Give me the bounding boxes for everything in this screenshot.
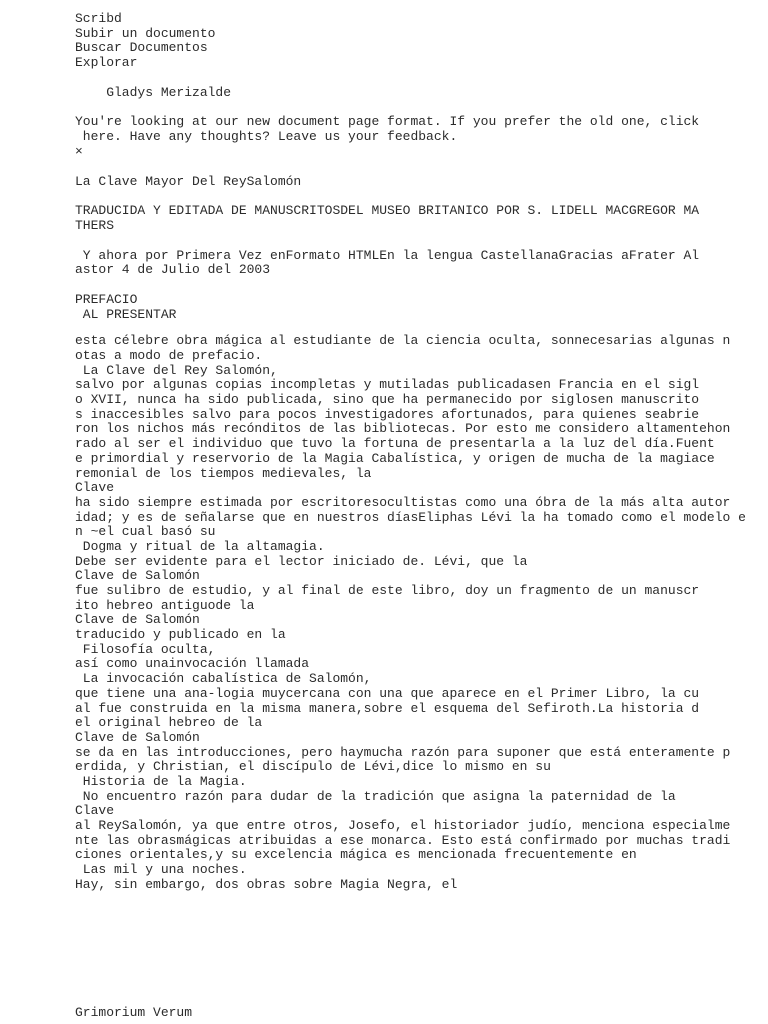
body-text-line: No encuentro razón para dudar de la tradición que asigna la paternidad de la xyxy=(75,788,676,804)
body-text-line: así como unainvocación llamada xyxy=(75,656,310,672)
nav-brand-link[interactable]: Scribd xyxy=(75,11,122,26)
notice-line-2[interactable]: here. Have any thoughts? Leave us your feedback. xyxy=(75,129,458,145)
body-text-line: idad; y es de señalarse que en nuestros díasEliphas Lévi la ha tomado como el modelo e xyxy=(75,509,746,525)
intro-line: Y ahora por Primera Vez enFormato HTMLEn la lengua CastellanaGracias aFrater Al xyxy=(75,247,700,263)
body-text-line: esta célebre obra mágica al estudiante de la ciencia oculta, sonnecesarias algunas n xyxy=(75,333,731,349)
body-text-line: e primordial y reservorio de la Magia Cabalística, y origen de mucha de la magiace xyxy=(75,450,715,466)
body-text-line: traducido y publicado en la xyxy=(75,627,286,643)
body-text-line: se da en las introducciones, pero haymucha razón para suponer que está enteramente p xyxy=(75,744,731,760)
site-nav xyxy=(75,12,755,71)
body-text-line: remonial de los tiempos medievales, la xyxy=(75,465,372,481)
notice-close-button[interactable]: × xyxy=(75,143,83,159)
body-text-line: al ReySalomón, ya que entre otros, Josefo, el historiador judío, menciona especialme xyxy=(75,818,731,833)
document-body xyxy=(75,334,755,892)
body-text-line: Las mil y una noches. xyxy=(75,862,247,878)
nav-upload-link[interactable]: Subir un documento xyxy=(75,25,216,41)
body-text-line: que tiene una ana-logia muycercana con una que aparece en el Primer Libro, la cu xyxy=(75,685,700,701)
body-text-line: Filosofía oculta, xyxy=(75,641,216,657)
body-text-line: n ~el cual basó su xyxy=(75,524,216,540)
body-text-line: La Clave del Rey Salomón, xyxy=(75,362,278,378)
body-text-line: Clave xyxy=(75,803,115,819)
body-text-line: Clave xyxy=(75,480,115,496)
nav-search-link[interactable]: Buscar Documentos xyxy=(75,40,208,56)
body-text-line: salvo por algunas copias incompletas y mutiladas publicadasen Francia en el sigl xyxy=(75,377,700,393)
body-text-line: Clave de Salomón xyxy=(75,612,200,628)
body-text-line: nte las obrasmágicas atribuidas a ese monarca. Esto está confirmado por muchas tradi xyxy=(75,832,731,848)
body-text-line: Clave de Salomón xyxy=(75,568,200,584)
document-footer-title: Grimorium Verum xyxy=(75,1005,193,1020)
body-text-line: La invocación cabalística de Salomón, xyxy=(75,671,372,687)
body-text-line: Dogma y ritual de la altamagia. xyxy=(75,538,325,554)
body-text-line: al fue construida en la misma manera,sobre el esquema del Sefiroth.La historia d xyxy=(75,700,700,716)
document-intro xyxy=(75,249,755,278)
body-text-line: Historia de la Magia. xyxy=(75,773,247,789)
body-text-line: ito hebreo antiguode la xyxy=(75,597,255,613)
intro-line: astor 4 de Julio del 2003 xyxy=(75,262,271,278)
body-text-line: erdida, y Christian, el discípulo de Lévi,dice lo mismo en su xyxy=(75,759,551,775)
body-text-line: fue sulibro de estudio, y al final de este libro, doy un fragmento de un manuscr xyxy=(75,583,700,598)
document-page xyxy=(75,12,755,892)
preface-heading-line: PREFACIO xyxy=(75,291,138,307)
body-text-line: Hay, sin embargo, dos obras sobre Magia Negra, el xyxy=(75,876,458,892)
body-text-line: Clave de Salomón xyxy=(75,729,200,745)
preface-heading xyxy=(75,293,755,322)
format-notice xyxy=(75,115,755,159)
document-title: La Clave Mayor Del ReySalomón xyxy=(75,173,302,189)
body-text-line: ciones orientales,y su excelencia mágica es mencionada frecuentemente en xyxy=(75,847,637,863)
body-text-line: otas a modo de prefacio. xyxy=(75,348,263,363)
body-text-line: ha sido siempre estimada por escritoresocultistas como una óbra de la más alta autor xyxy=(75,494,731,510)
subtitle-line: TRADUCIDA Y EDITADA DE MANUSCRITOSDEL MUSEO BRITANICO POR S. LIDELL MACGREGOR MA xyxy=(75,203,700,219)
body-text-line: Debe ser evidente para el lector iniciado de. Lévi, que la xyxy=(75,553,528,569)
preface-heading-line: AL PRESENTAR xyxy=(75,306,177,322)
nav-explore-link[interactable]: Explorar xyxy=(75,55,138,71)
user-name-link[interactable]: Gladys Merizalde xyxy=(75,84,232,100)
body-text-line: ron los nichos más recónditos de las bibliotecas. Por esto me considero altamentehon xyxy=(75,421,731,437)
body-text-line: el original hebreo de la xyxy=(75,715,263,731)
document-subtitle xyxy=(75,204,755,233)
body-text-line: rado al ser el individuo que tuvo la fortuna de presentarla a la luz del día.Fuent xyxy=(75,436,715,452)
subtitle-line: THERS xyxy=(75,217,115,233)
notice-line-1[interactable]: You're looking at our new document page format. If you prefer the old one, click xyxy=(75,114,700,130)
body-text-line: o XVII, nunca ha sido publicada, sino que ha permanecido por siglosen manuscrito xyxy=(75,392,700,408)
body-text-line: s inaccesibles salvo para pocos investigadores afortunados, para quienes seabrie xyxy=(75,406,700,422)
